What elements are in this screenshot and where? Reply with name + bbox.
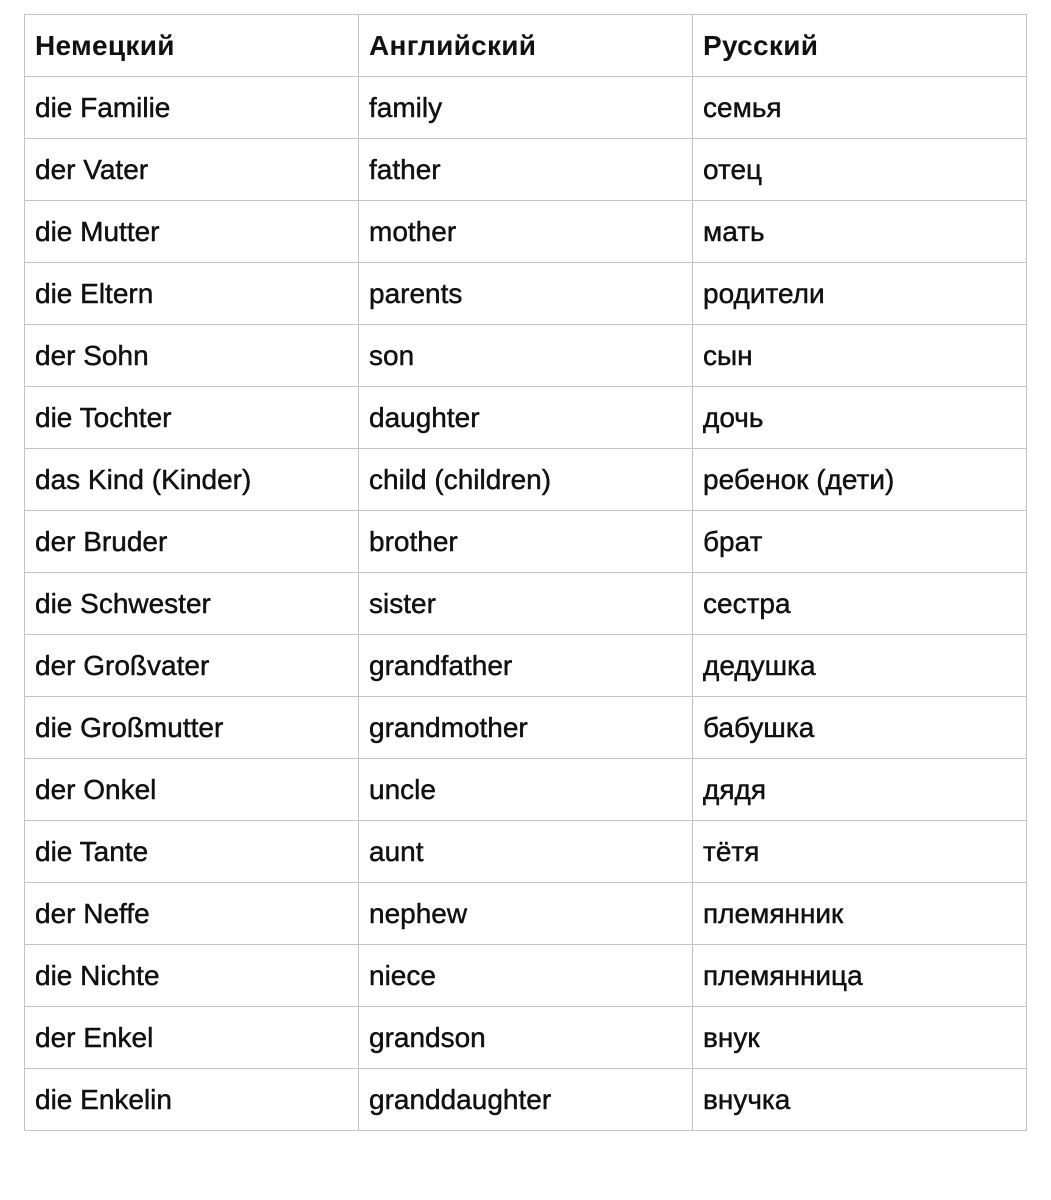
cell-russian: внучка bbox=[693, 1069, 1027, 1131]
table-header-row bbox=[25, 15, 1027, 77]
vocabulary-table bbox=[24, 14, 1027, 1131]
cell-russian: сестра bbox=[693, 573, 1027, 635]
table-row bbox=[25, 1007, 1027, 1069]
table-row bbox=[25, 1069, 1027, 1131]
cell-english: father bbox=[359, 139, 693, 201]
cell-german: die Tante bbox=[25, 821, 359, 883]
cell-english: granddaughter bbox=[359, 1069, 693, 1131]
cell-english: son bbox=[359, 325, 693, 387]
cell-english: uncle bbox=[359, 759, 693, 821]
table-row bbox=[25, 139, 1027, 201]
cell-german: der Neffe bbox=[25, 883, 359, 945]
vocabulary-table-container bbox=[24, 14, 1026, 1131]
cell-russian: семья bbox=[693, 77, 1027, 139]
cell-german: der Großvater bbox=[25, 635, 359, 697]
cell-english: grandfather bbox=[359, 635, 693, 697]
table-row bbox=[25, 449, 1027, 511]
cell-russian: бабушка bbox=[693, 697, 1027, 759]
header-russian: Русский bbox=[693, 15, 1027, 77]
cell-english: aunt bbox=[359, 821, 693, 883]
cell-german: der Sohn bbox=[25, 325, 359, 387]
table-row bbox=[25, 201, 1027, 263]
cell-english: family bbox=[359, 77, 693, 139]
cell-russian: родители bbox=[693, 263, 1027, 325]
cell-russian: племянница bbox=[693, 945, 1027, 1007]
cell-english: daughter bbox=[359, 387, 693, 449]
cell-german: die Eltern bbox=[25, 263, 359, 325]
cell-german: die Mutter bbox=[25, 201, 359, 263]
cell-german: der Onkel bbox=[25, 759, 359, 821]
cell-english: nephew bbox=[359, 883, 693, 945]
cell-german: die Großmutter bbox=[25, 697, 359, 759]
cell-english: mother bbox=[359, 201, 693, 263]
cell-russian: племянник bbox=[693, 883, 1027, 945]
cell-russian: дядя bbox=[693, 759, 1027, 821]
table-row bbox=[25, 325, 1027, 387]
cell-german: die Schwester bbox=[25, 573, 359, 635]
cell-english: sister bbox=[359, 573, 693, 635]
cell-russian: сын bbox=[693, 325, 1027, 387]
cell-german: die Tochter bbox=[25, 387, 359, 449]
cell-english: niece bbox=[359, 945, 693, 1007]
cell-russian: внук bbox=[693, 1007, 1027, 1069]
cell-russian: отец bbox=[693, 139, 1027, 201]
cell-russian: мать bbox=[693, 201, 1027, 263]
table-row bbox=[25, 883, 1027, 945]
header-german: Немецкий bbox=[25, 15, 359, 77]
header-english: Английский bbox=[359, 15, 693, 77]
cell-english: grandmother bbox=[359, 697, 693, 759]
cell-english: grandson bbox=[359, 1007, 693, 1069]
table-row bbox=[25, 511, 1027, 573]
cell-english: child (children) bbox=[359, 449, 693, 511]
table-row bbox=[25, 387, 1027, 449]
cell-russian: ребенок (дети) bbox=[693, 449, 1027, 511]
table-row bbox=[25, 697, 1027, 759]
cell-german: der Bruder bbox=[25, 511, 359, 573]
table-row bbox=[25, 759, 1027, 821]
table-row bbox=[25, 77, 1027, 139]
cell-russian: дедушка bbox=[693, 635, 1027, 697]
table-row bbox=[25, 821, 1027, 883]
cell-russian: брат bbox=[693, 511, 1027, 573]
cell-russian: тётя bbox=[693, 821, 1027, 883]
cell-english: parents bbox=[359, 263, 693, 325]
cell-german: die Enkelin bbox=[25, 1069, 359, 1131]
table-row bbox=[25, 573, 1027, 635]
cell-german: der Vater bbox=[25, 139, 359, 201]
cell-english: brother bbox=[359, 511, 693, 573]
table-row bbox=[25, 945, 1027, 1007]
cell-russian: дочь bbox=[693, 387, 1027, 449]
table-row bbox=[25, 263, 1027, 325]
cell-german: die Nichte bbox=[25, 945, 359, 1007]
cell-german: die Familie bbox=[25, 77, 359, 139]
cell-german: der Enkel bbox=[25, 1007, 359, 1069]
table-row bbox=[25, 635, 1027, 697]
cell-german: das Kind (Kinder) bbox=[25, 449, 359, 511]
